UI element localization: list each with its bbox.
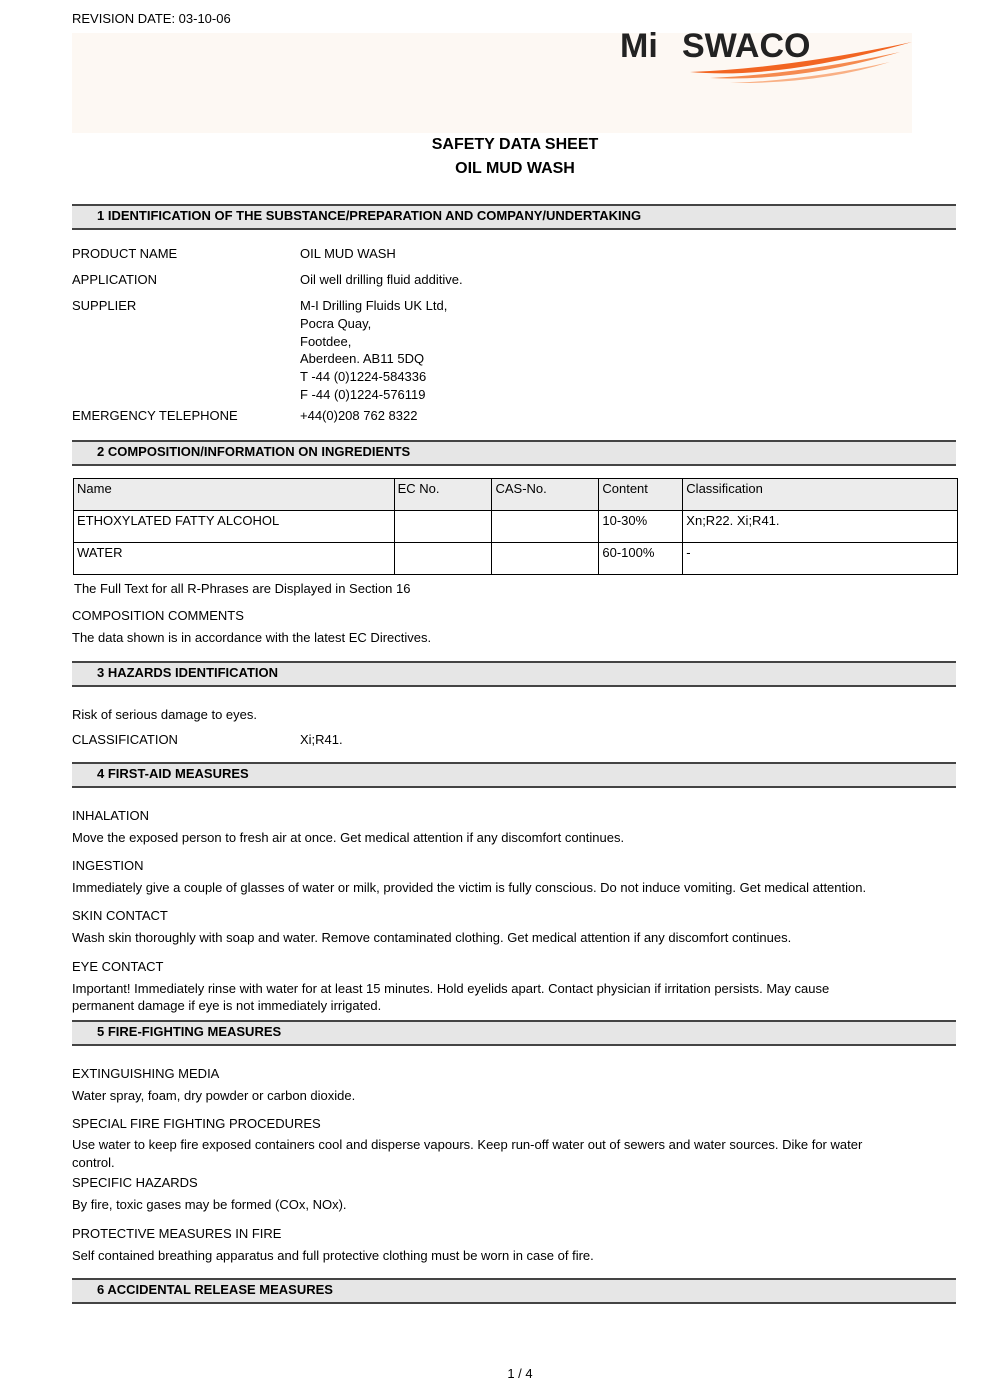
header-ec-no: EC No. — [394, 479, 492, 511]
supplier-line: Aberdeen. AB11 5DQ — [300, 351, 425, 366]
cell-ec-no — [394, 543, 492, 575]
extinguishing-media-text: Water spray, foam, dry powder or carbon dioxide. — [72, 1088, 356, 1103]
composition-comments-label: COMPOSITION COMMENTS — [72, 608, 244, 623]
cell-content: 10-30% — [599, 511, 683, 543]
cell-ec-no — [394, 511, 492, 543]
inhalation-label: INHALATION — [72, 808, 150, 823]
table-row — [74, 511, 958, 543]
header-cas-no: CAS-No. — [492, 479, 599, 511]
composition-table — [73, 478, 958, 575]
eye-contact-text: Important! Immediately rinse with water for at least 15 minutes. Hold eyelids apart. Contact physician if irritation persists. May cause — [72, 981, 830, 996]
special-procedures-text: Use water to keep fire exposed containers cool and disperse vapours. Keep run-off water out of sewers and water sources. Dike for water — [72, 1137, 863, 1152]
cell-content: 60-100% — [599, 543, 683, 575]
logo-text-swaco: SWACO — [682, 28, 811, 65]
skin-contact-text: Wash skin thoroughly with soap and water. Remove contaminated clothing. Get medical attention if any discomfort continues. — [72, 930, 792, 945]
r-phrases-note: The Full Text for all R-Phrases are Displayed in Section 16 — [74, 581, 411, 596]
cell-name: ETHOXYLATED FATTY ALCOHOL — [74, 511, 395, 543]
skin-contact-label: SKIN CONTACT — [72, 908, 168, 923]
product-name-label: PRODUCT NAME — [72, 246, 178, 261]
eye-contact-label: EYE CONTACT — [72, 959, 164, 974]
cell-name: WATER — [74, 543, 395, 575]
page-number: 1 / 4 — [507, 1366, 533, 1381]
application-label: APPLICATION — [72, 272, 158, 287]
product-name-value: OIL MUD WASH — [300, 246, 396, 261]
classification-label: CLASSIFICATION — [72, 732, 178, 747]
protective-measures-label: PROTECTIVE MEASURES IN FIRE — [72, 1226, 282, 1241]
supplier-fax: F -44 (0)1224-576119 — [300, 387, 426, 402]
extinguishing-media-label: EXTINGUISHING MEDIA — [72, 1066, 220, 1081]
special-procedures-text-continued: control. — [72, 1155, 115, 1170]
protective-measures-text: Self contained breathing apparatus and full protective clothing must be worn in case of fire. — [72, 1248, 594, 1263]
section-6-header — [72, 1278, 956, 1304]
section-6-title: 6 ACCIDENTAL RELEASE MEASURES — [97, 1282, 333, 1297]
supplier-line: Pocra Quay, — [300, 316, 372, 331]
document-title: SAFETY DATA SHEET — [431, 136, 599, 153]
header-name: Name — [74, 479, 395, 511]
table-header-row — [74, 479, 958, 511]
emergency-telephone-label: EMERGENCY TELEPHONE — [72, 408, 238, 423]
header-content: Content — [599, 479, 683, 511]
section-3-header — [72, 661, 956, 687]
cell-classification: Xn;R22. Xi;R41. — [683, 511, 958, 543]
cell-cas-no — [492, 511, 599, 543]
section-5-title: 5 FIRE-FIGHTING MEASURES — [97, 1024, 282, 1039]
header-classification: Classification — [683, 479, 958, 511]
inhalation-text: Move the exposed person to fresh air at once. Get medical attention if any discomfort continues. — [72, 830, 625, 845]
classification-value: Xi;R41. — [300, 732, 343, 747]
emergency-telephone-value: +44(0)208 762 8322 — [300, 408, 418, 423]
logo-text-mi: Mi — [620, 28, 658, 65]
cell-classification: - — [683, 543, 958, 575]
revision-date: REVISION DATE: 03-10-06 — [72, 11, 231, 26]
section-1-header — [72, 204, 956, 230]
section-3-title: 3 HAZARDS IDENTIFICATION — [97, 665, 279, 680]
special-procedures-label: SPECIAL FIRE FIGHTING PROCEDURES — [72, 1116, 321, 1131]
specific-hazards-text: By fire, toxic gases may be formed (COx, NOx). — [72, 1197, 347, 1212]
product-title: OIL MUD WASH — [455, 160, 575, 177]
section-2-title: 2 COMPOSITION/INFORMATION ON INGREDIENTS — [97, 444, 411, 459]
cell-cas-no — [492, 543, 599, 575]
composition-comments-text: The data shown is in accordance with the latest EC Directives. — [72, 630, 432, 645]
section-4-title: 4 FIRST-AID MEASURES — [97, 766, 249, 781]
section-2-header — [72, 440, 956, 466]
specific-hazards-label: SPECIFIC HAZARDS — [72, 1175, 198, 1190]
table-row — [74, 543, 958, 575]
supplier-line: Footdee, — [300, 334, 352, 349]
section-4-header — [72, 762, 956, 788]
supplier-phone: T -44 (0)1224-584336 — [300, 369, 427, 384]
ingestion-label: INGESTION — [72, 858, 144, 873]
ingestion-text: Immediately give a couple of glasses of water or milk, provided the victim is fully conscious. Do not induce vomiting. Get medical attention. — [72, 880, 867, 895]
eye-contact-text-continued: permanent damage if eye is not immediately irrigated. — [72, 998, 382, 1013]
supplier-line: M-I Drilling Fluids UK Ltd, — [300, 298, 448, 313]
application-value: Oil well drilling fluid additive. — [300, 272, 463, 287]
company-logo — [620, 28, 920, 93]
section-5-header — [72, 1020, 956, 1046]
hazard-summary: Risk of serious damage to eyes. — [72, 707, 257, 722]
section-1-title: 1 IDENTIFICATION OF THE SUBSTANCE/PREPARATION AND COMPANY/UNDERTAKING — [97, 208, 642, 223]
supplier-label: SUPPLIER — [72, 298, 137, 313]
